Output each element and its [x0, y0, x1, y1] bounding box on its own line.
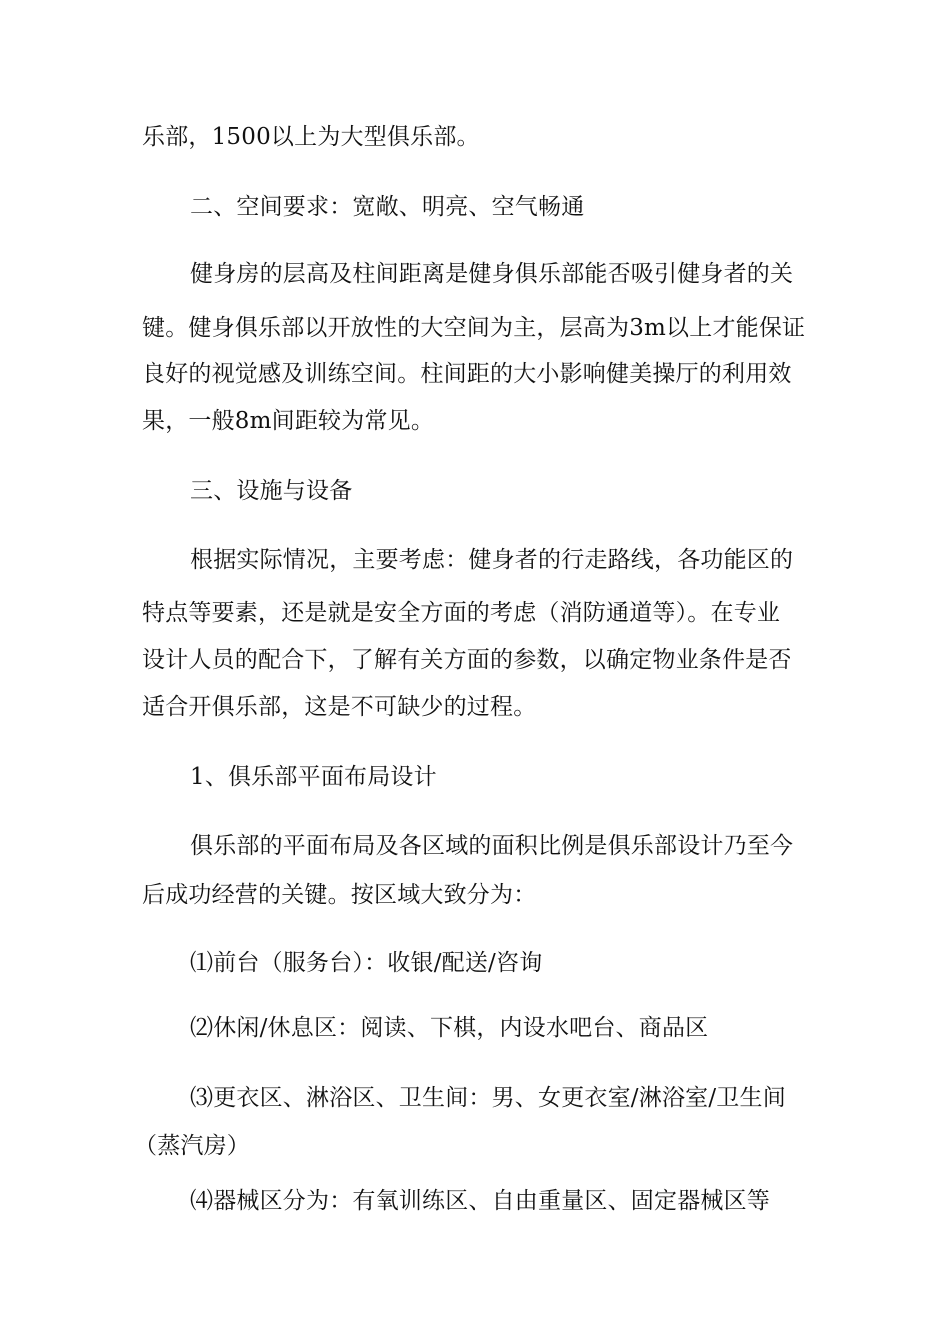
text-line: 健身房的层高及柱间距离是健身俱乐部能否吸引健身者的关	[190, 261, 794, 287]
section-heading: 三、设施与设备	[190, 478, 353, 504]
list-item: ⑴前台（服务台）：收银/配送/咨询	[190, 950, 543, 976]
text-line: 设计人员的配合下，了解有关方面的参数，以确定物业条件是否	[142, 647, 792, 673]
list-item: ⑶更衣区、淋浴区、卫生间：男、女更衣室/淋浴室/卫生间	[190, 1085, 786, 1111]
list-item-continuation: （蒸汽房）	[134, 1133, 250, 1159]
text-line: 俱乐部的平面布局及各区域的面积比例是俱乐部设计乃至今	[190, 833, 794, 859]
text-line: 键。健身俱乐部以开放性的大空间为主，层高为3m以上才能保证	[142, 315, 806, 341]
text-line: 后成功经营的关键。按区域大致分为：	[142, 882, 537, 908]
subsection-heading: 1、俱乐部平面布局设计	[190, 764, 437, 790]
text-line: 特点等要素，还是就是安全方面的考虑（消防通道等）。在专业	[142, 600, 781, 626]
text-line: 根据实际情况，主要考虑：健身者的行走路线，各功能区的	[190, 547, 794, 573]
text-line: 果，一般8m间距较为常见。	[142, 408, 435, 434]
text-line: 良好的视觉感及训练空间。柱间距的大小影响健美操厅的利用效	[142, 361, 792, 387]
text-line: 适合开俱乐部，这是不可缺少的过程。	[142, 694, 537, 720]
list-item: ⑵休闲/休息区：阅读、下棋，内设水吧台、商品区	[190, 1015, 709, 1041]
list-item: ⑷器械区分为：有氧训练区、自由重量区、固定器械区等	[190, 1188, 770, 1214]
text-line: 乐部，1500以上为大型俱乐部。	[142, 124, 480, 150]
section-heading: 二、空间要求：宽敞、明亮、空气畅通	[190, 194, 585, 220]
